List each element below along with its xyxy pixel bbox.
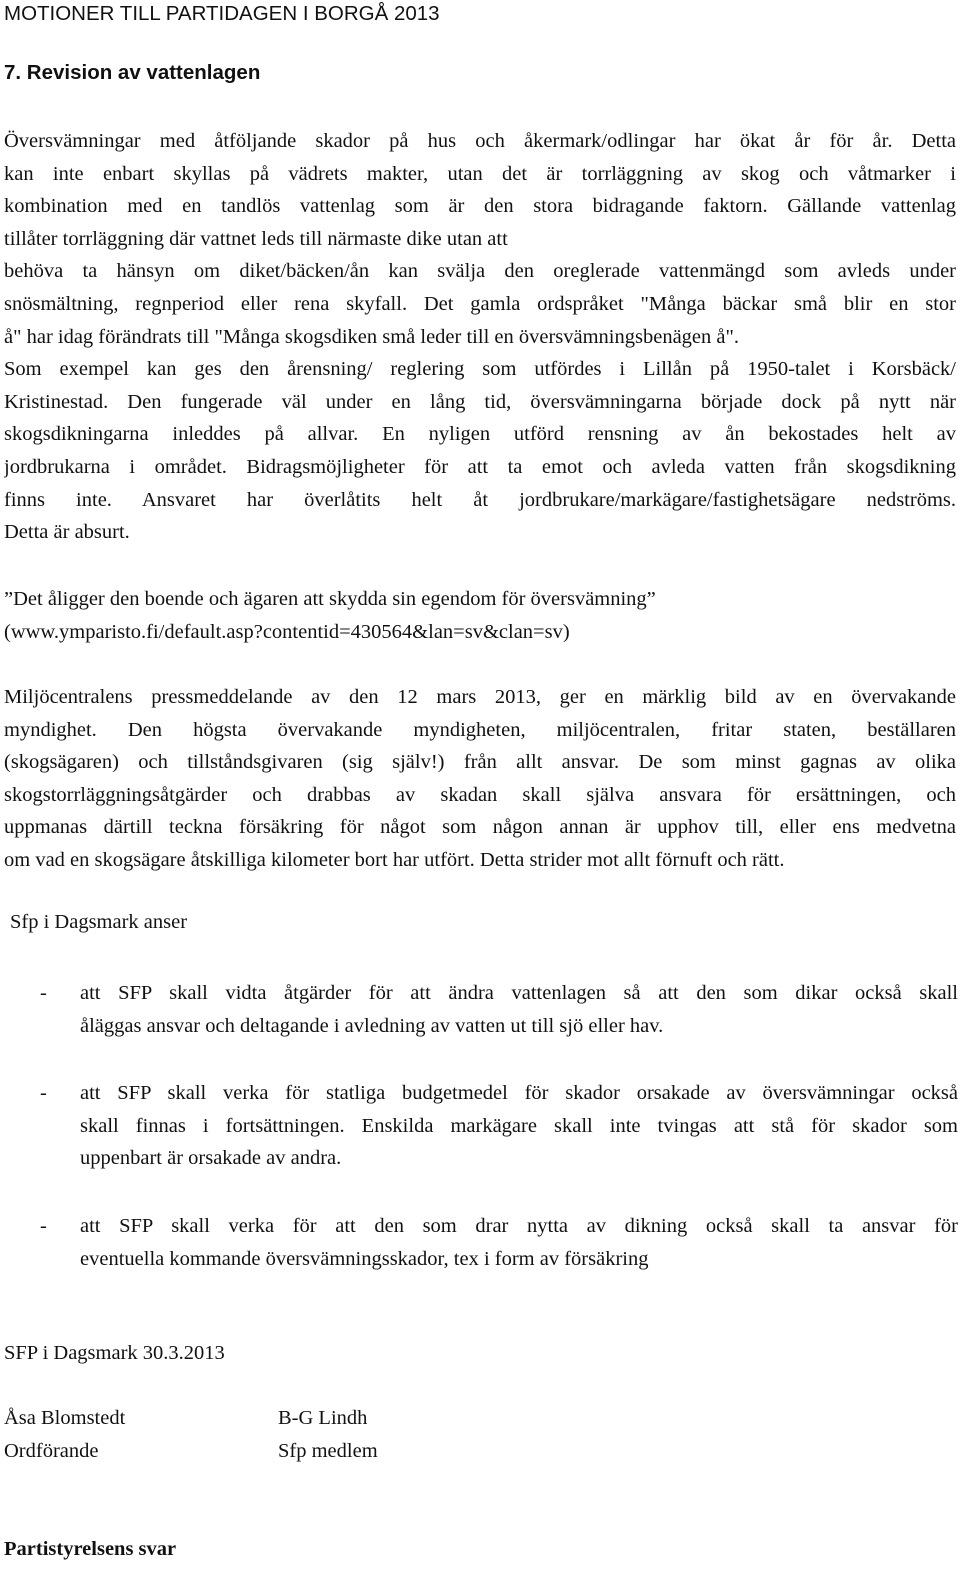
text-line: finns inte. Ansvaret har överlåtits helt åt jordbrukare/markägare/fastighetsägare nedströms.: [4, 488, 956, 511]
signer-name: Åsa Blomstedt: [4, 1407, 126, 1429]
signer-role: Sfp medlem: [278, 1440, 378, 1462]
text-line: skall finnas i fortsättningen. Enskilda markägare skall inte tvingas att stå för skador som: [80, 1114, 958, 1137]
text-line: jordbrukarna i området. Bidragsmöjligheter för att ta emot och avleda vatten från skogsdikning: [4, 455, 956, 478]
signoff-date: SFP i Dagsmark 30.3.2013: [4, 1342, 225, 1364]
text-line: Översvämningar med åtföljande skador på hus och åkermark/odlingar har ökat år för år. Detta: [4, 130, 956, 152]
text-line: tillåter torrläggning där vattnet leds till närmaste dike utan att: [4, 227, 508, 250]
text-line: uppmanas därtill teckna försäkring för något som någon annan är upphov till, eller ens medvetna: [4, 816, 956, 839]
text-line: skogstorrläggningsåtgärder och drabbas av skadan skall själva ansvara för ersättningen, och: [4, 783, 956, 806]
text-line: Detta är absurt.: [4, 521, 130, 544]
text-line: (skogsägaren) och tillståndsgivaren (sig själv!) från allt ansvar. De som minst gagnas av olika: [4, 751, 956, 774]
text-line: åläggas ansvar och deltagande i avledning av vatten ut till sjö eller hav.: [80, 1014, 664, 1037]
proposal-text: [80, 1210, 958, 1275]
text-line: kombination med en tandlös vattenlag som är den stora bidragande faktorn. Gällande vattenlag: [4, 195, 956, 218]
proposal-item: [4, 1077, 956, 1176]
text-line: att SFP skall verka för att den som drar nytta av dikning också skall ta ansvar för: [80, 1215, 958, 1237]
text-line: å" har idag förändrats till "Många skogsdiken små leder till en översvämningsbenägen å".: [4, 325, 739, 348]
text-line: skogsdikningarna inleddes på allvar. En nyligen utförd rensning av ån bekostades helt av: [4, 423, 956, 446]
text-line: myndighet. Den högsta övervakande myndigheten, miljöcentralen, fritar staten, beställaren: [4, 718, 956, 741]
text-line: Som exempel kan ges den årensning/ reglering som utfördes i Lillån på 1950-talet i Korsbäck/: [4, 358, 956, 381]
text-line: kan inte enbart skyllas på vädrets makter, utan det är torrläggning av skog och våtmarker i: [4, 162, 956, 185]
proposal-item: [4, 977, 956, 1043]
text-line: snösmältning, regnperiod eller rena skyfall. Det gamla ordspråket "Många bäckar små blir en stor: [4, 292, 956, 315]
proposal-intro: Sfp i Dagsmark anser: [10, 911, 188, 933]
footer-heading: Partistyrelsens svar: [4, 1538, 177, 1560]
text-line: Miljöcentralens pressmeddelande av den 12 mars 2013, ger en märklig bild av en övervakande: [4, 686, 956, 708]
text-line: att SFP skall verka för statliga budgetmedel för skador orsakade av översvämningar också: [80, 1082, 958, 1104]
proposal-text: [80, 977, 958, 1042]
paragraph-intro: [4, 125, 956, 549]
dash-marker: -: [40, 982, 47, 1004]
text-line: behöva ta hänsyn om diket/bäcken/ån kan svälja den oreglerade vattenmängd som avleds under: [4, 260, 956, 283]
proposal-text: [80, 1077, 958, 1175]
proposal-item: [4, 1210, 956, 1276]
paragraph-press-release: [4, 681, 956, 877]
quote-line: ”Det åligger den boende och ägaren att skydda sin egendom för översvämning”: [4, 588, 656, 610]
text-line: att SFP skall vidta åtgärder för att ändra vattenlagen så att den som dikar också skall: [80, 982, 958, 1004]
text-line: om vad en skogsägare åtskilliga kilometer bort har utfört. Detta strider mot allt förnuft och rätt.: [4, 848, 785, 871]
signer-name: B-G Lindh: [278, 1407, 368, 1429]
dash-marker: -: [40, 1215, 47, 1237]
quote-block: [4, 583, 956, 648]
page-header: MOTIONER TILL PARTIDAGEN I BORGÅ 2013: [4, 2, 440, 25]
text-line: uppenbart är orsakade av andra.: [80, 1147, 342, 1170]
text-line: eventuella kommande översvämningsskador, tex i form av försäkring: [80, 1247, 649, 1270]
section-heading: 7. Revision av vattenlagen: [4, 61, 261, 84]
dash-marker: -: [40, 1082, 47, 1104]
text-line: Kristinestad. Den fungerade väl under en lång tid, översvämningarna började dock på nytt när: [4, 390, 956, 413]
signer-role: Ordförande: [4, 1440, 99, 1462]
quote-source-link: (www.ymparisto.fi/default.asp?contentid=430564&lan=sv&clan=sv): [4, 620, 570, 643]
